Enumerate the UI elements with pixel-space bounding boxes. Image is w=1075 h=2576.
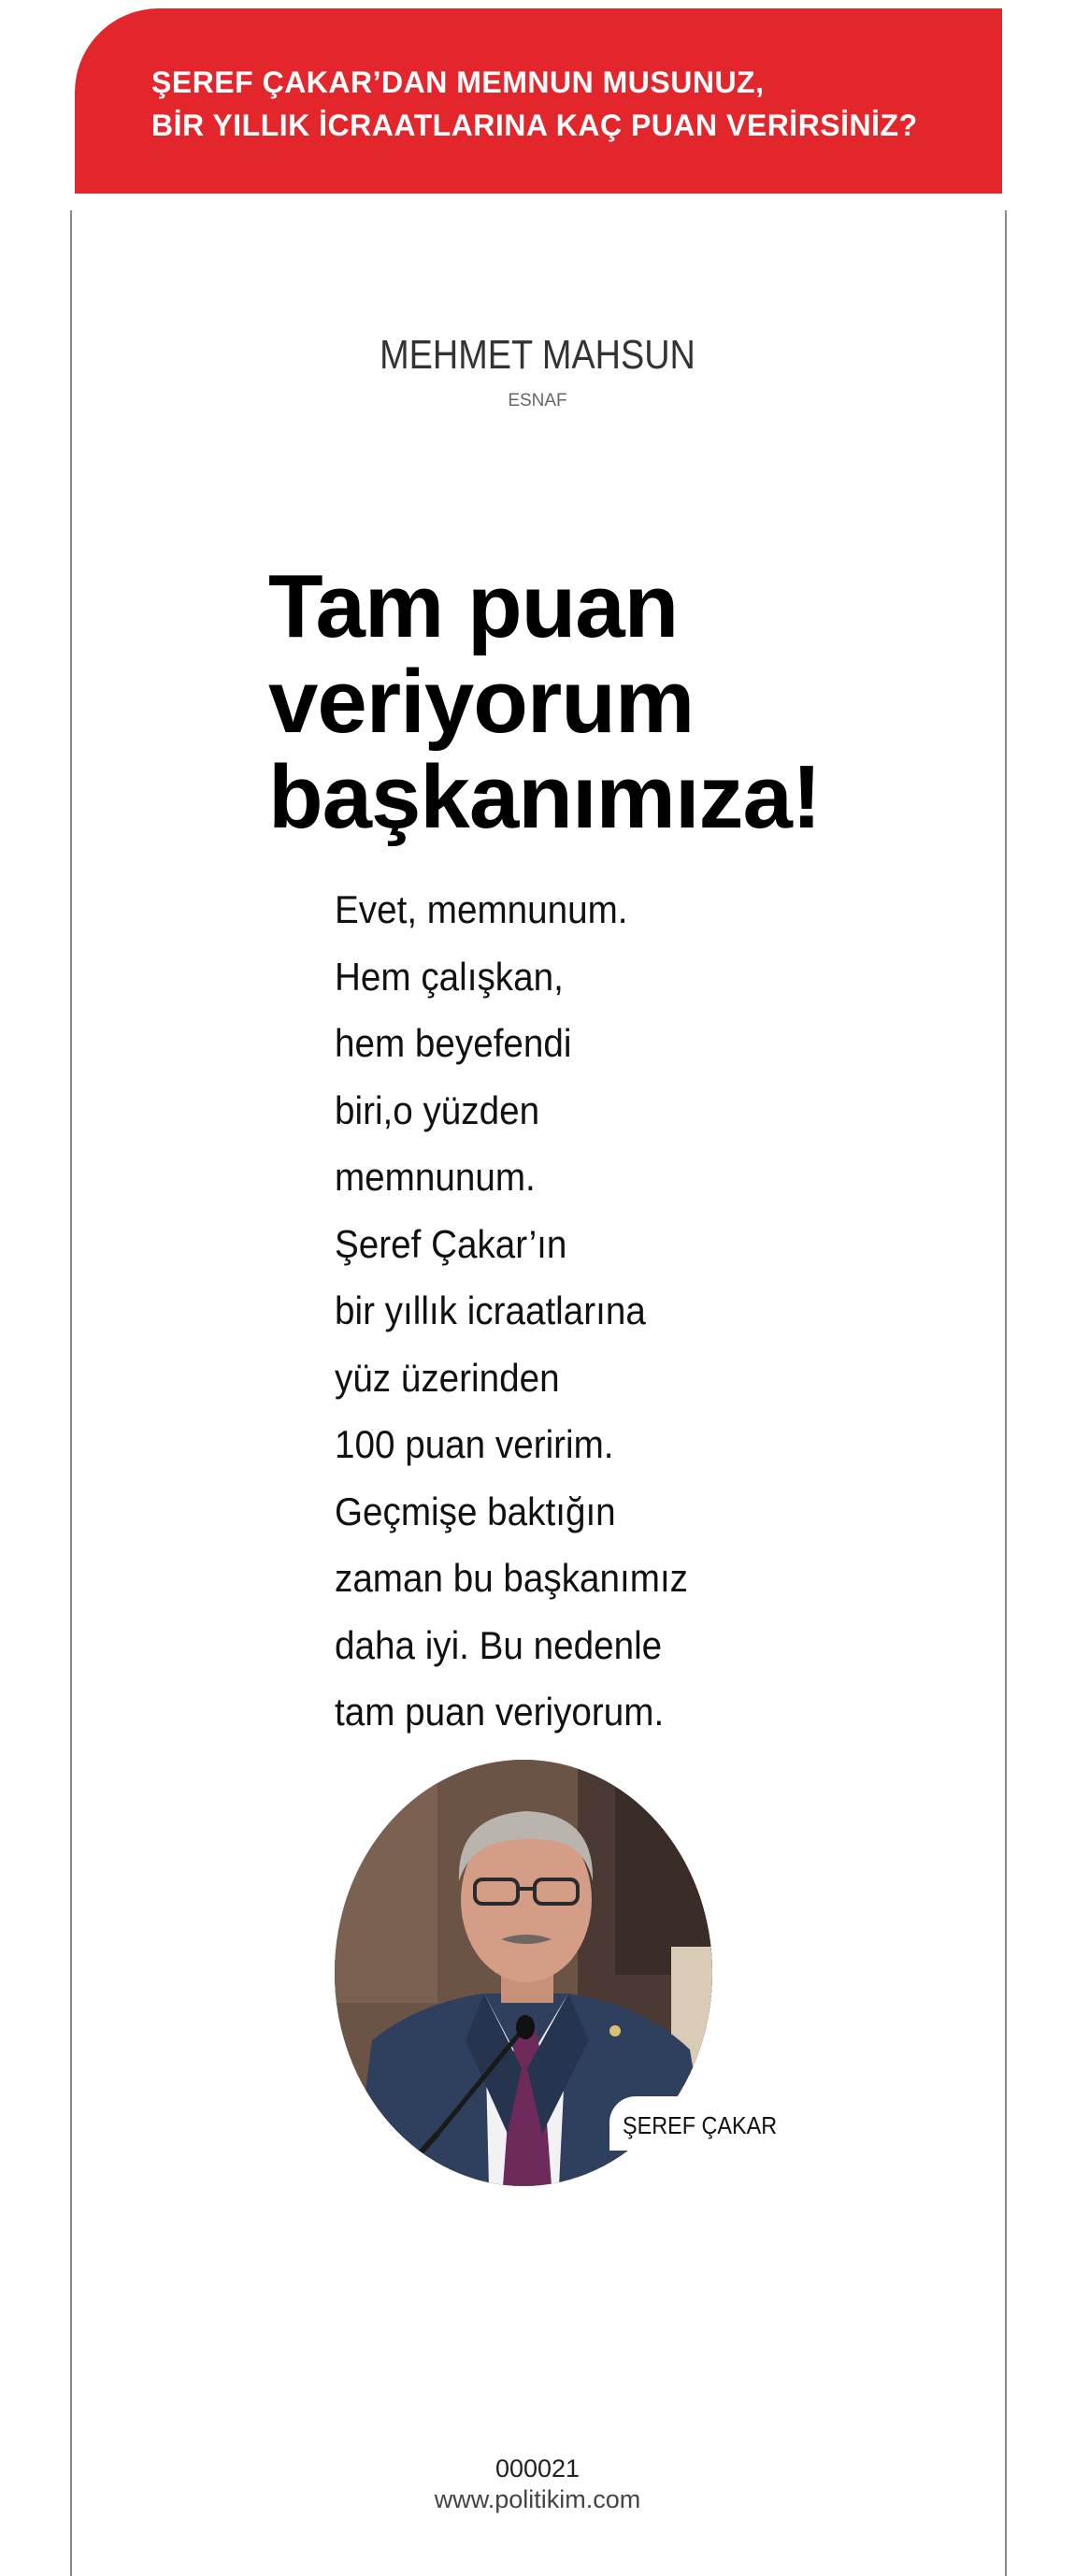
headline-line: Tam puan [268,556,679,656]
quote-line: yüz üzerinden [335,1355,560,1400]
headline-line: veriyorum [268,652,695,752]
footer-code: 000021 [494,2454,580,2482]
quote-line: daha iyi. Bu nedenle [335,1622,663,1667]
quote-line: Şeref Çakar’ın [335,1221,567,1266]
headline-line: başkanımıza! [268,747,821,847]
interviewee-name: MEHMET MAHSUN [380,332,695,378]
quote-line: Geçmişe baktığın [335,1489,616,1533]
quote-line: bir yıllık icraatlarına [335,1288,646,1332]
quote-line: Evet, memnunum. [335,887,628,931]
quote-line: memnunum. [335,1155,536,1199]
footer-url-link[interactable]: www.politikim.com [434,2485,641,2513]
interviewee-role: ESNAF [508,391,567,410]
quote-line: zaman bu başkanımız [335,1556,689,1600]
quote-line: 100 puan veririm. [335,1422,614,1466]
quote-line: hem beyefendi [335,1021,572,1065]
quote-line: Hem çalışkan, [335,954,564,999]
quote-body [335,876,858,1746]
quote-line: tam puan veriyorum. [335,1690,665,1734]
header-question-line-1: ŞEREF ÇAKAR’DAN MEMNUN MUSUNUZ, [151,65,765,99]
quote-line: biri,o yüzden [335,1087,540,1132]
photo-caption: ŞEREF ÇAKAR [623,2111,778,2139]
header-question-line-2: BİR YILLIK İCRAATLARINA KAÇ PUAN VERİRSİNİZ? [151,108,918,142]
header-banner [75,8,1002,194]
headline [268,556,1016,847]
